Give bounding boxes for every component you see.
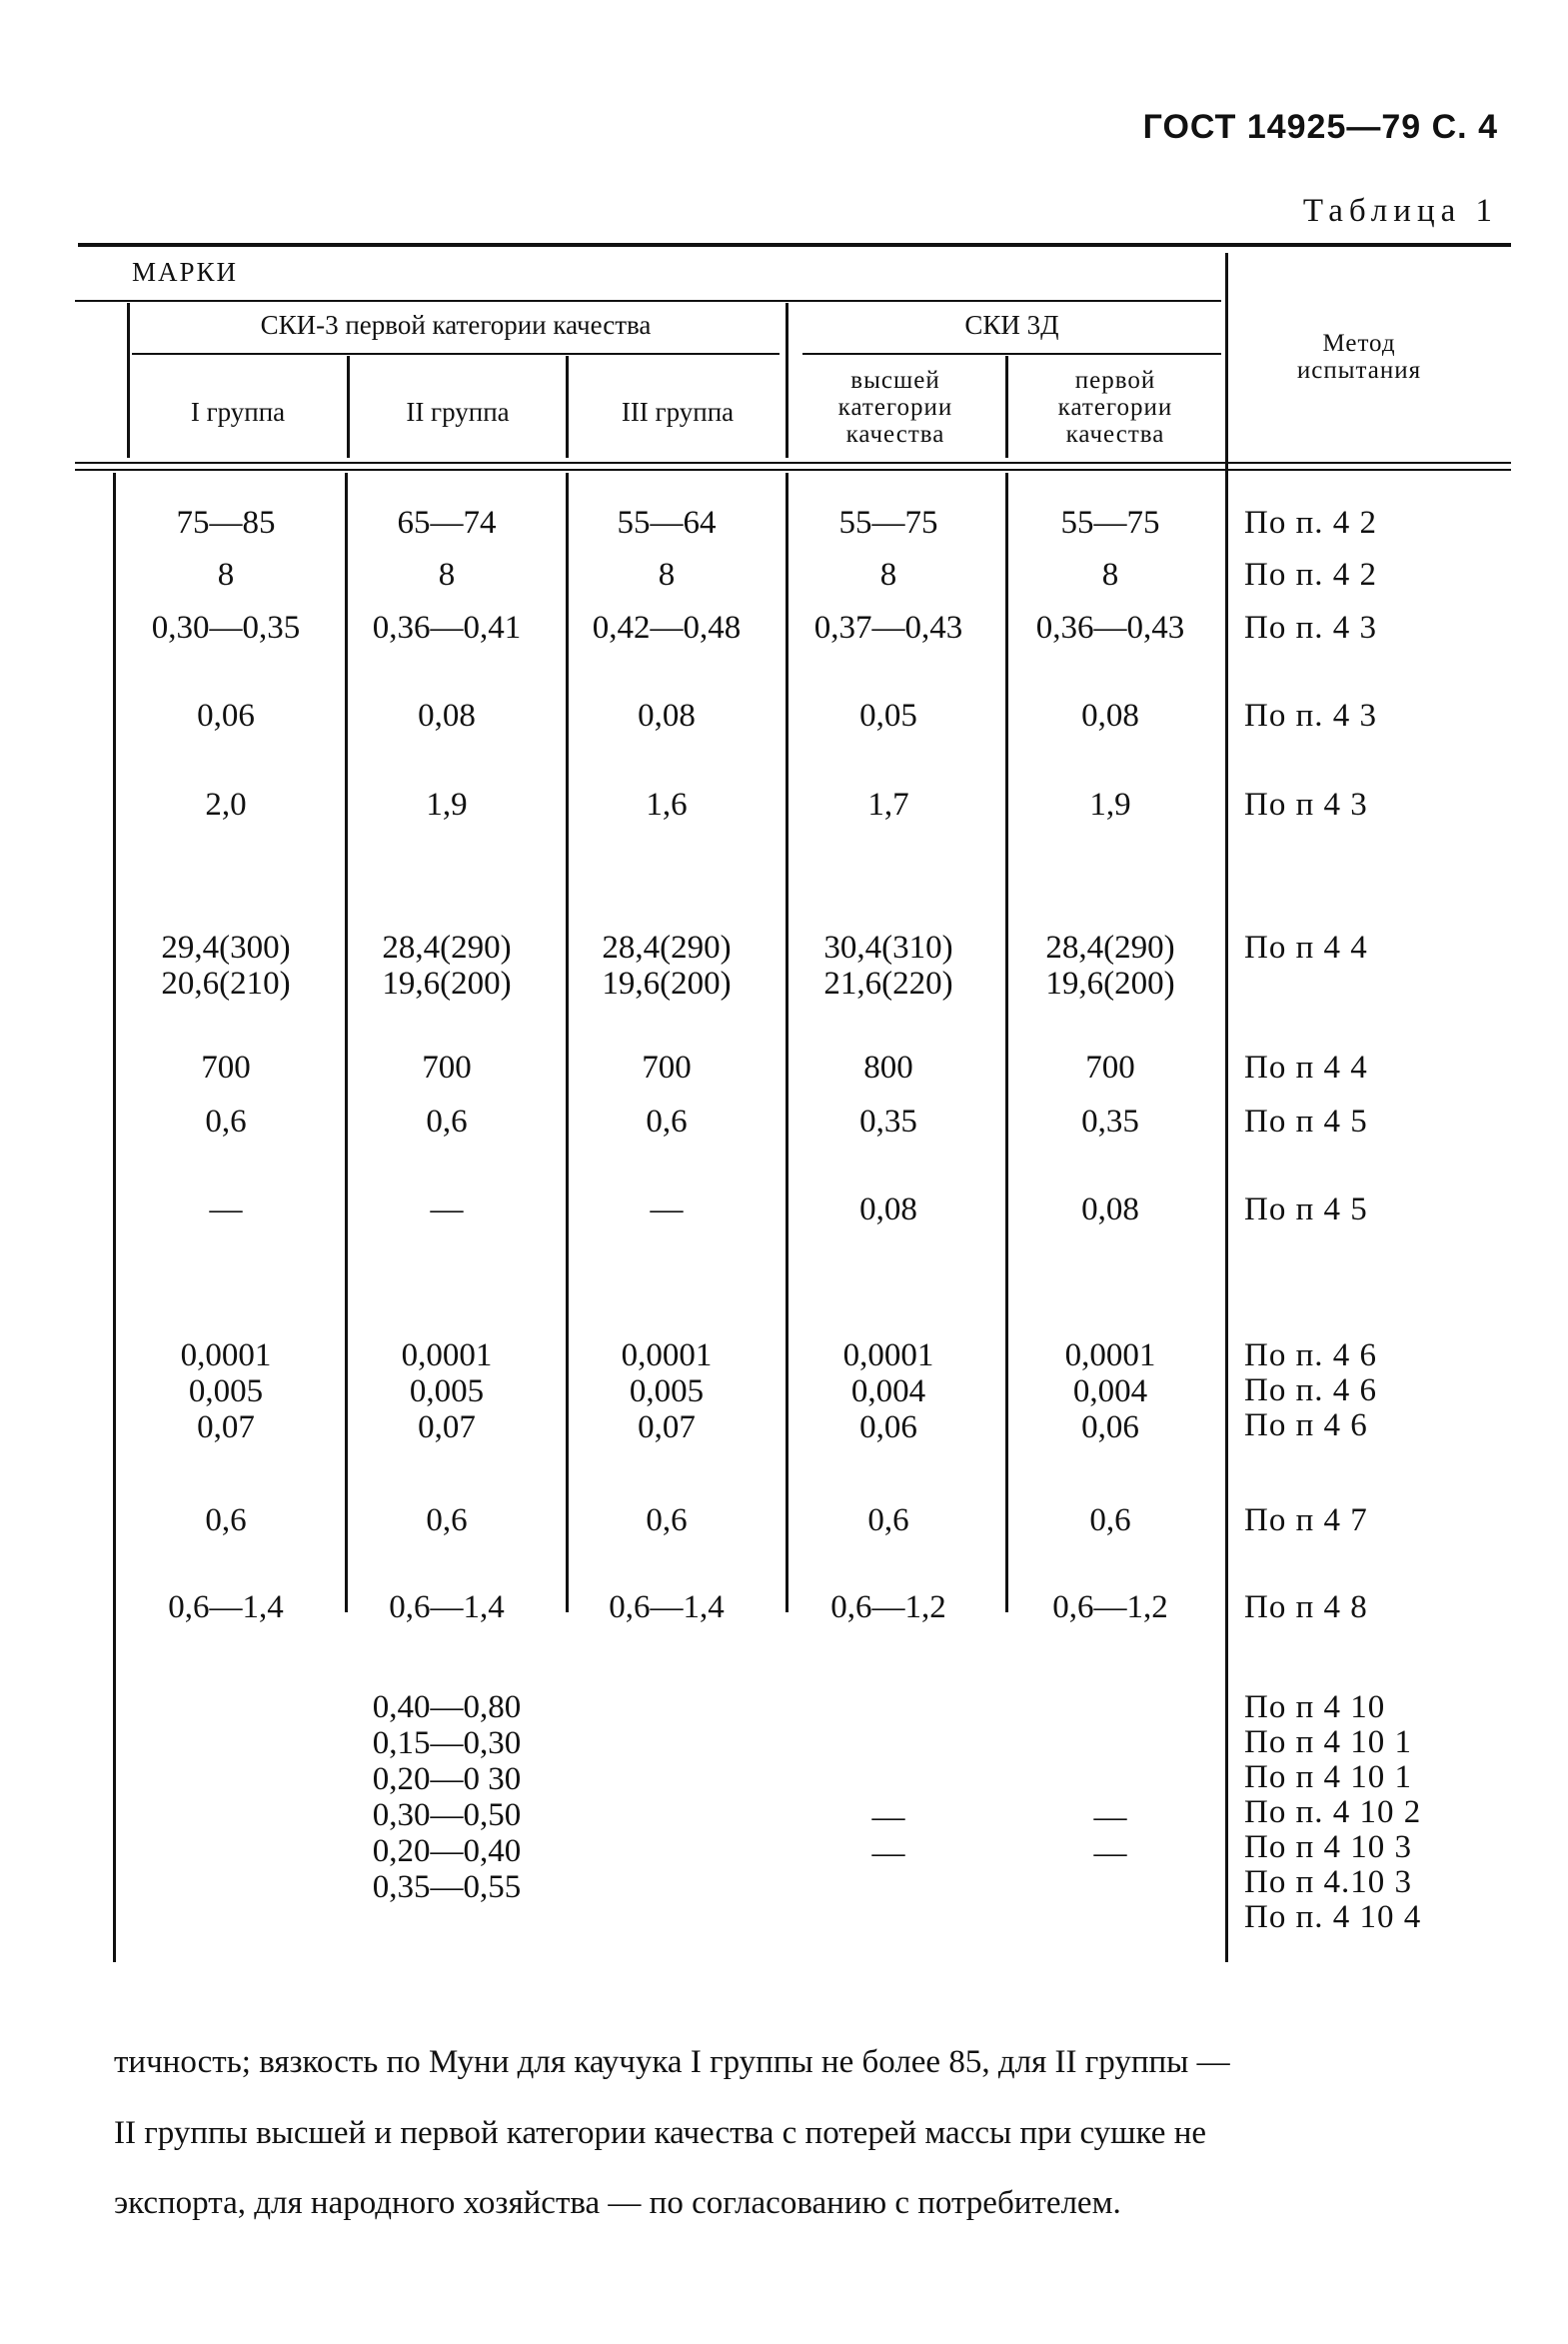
ski3-group-header: СКИ-3 первой категории качества	[260, 310, 652, 340]
method-cell: По п 4 10	[1244, 1689, 1386, 1725]
col-header-3: III группа	[621, 397, 735, 427]
table-cell: 0,6	[205, 1502, 247, 1538]
method-cell: По п 4 5	[1244, 1104, 1368, 1140]
table-cell: 0,0001	[842, 1337, 934, 1373]
method-cell: По п. 4 6	[1244, 1337, 1377, 1373]
table-cell: 0,0001	[180, 1337, 272, 1373]
ski3d-underline	[802, 353, 1221, 355]
method-cell: По п. 4 10 2	[1244, 1794, 1422, 1830]
table-cell: 0,6—1,4	[389, 1589, 505, 1625]
col-header-4: высшей категории качества	[837, 367, 953, 448]
table-cell: 0,07	[418, 1409, 476, 1445]
col-divider-1	[347, 356, 350, 458]
table-cell: —	[650, 1191, 684, 1227]
table-cell: 0,06	[1081, 1409, 1139, 1445]
table-cell: 0,30—0,50	[372, 1797, 522, 1833]
table-cell: —	[1093, 1835, 1127, 1871]
table-cell: 0,6	[205, 1104, 247, 1140]
table-cell: 0,6	[646, 1104, 688, 1140]
col-divider-3	[785, 303, 788, 458]
table-cell: 8	[438, 557, 456, 593]
table-cell: 20,6(210)	[161, 966, 291, 1002]
table-cell: 0,08	[859, 1191, 917, 1227]
table-cell: 0,6	[1089, 1502, 1131, 1538]
method-cell: По п. 4 2	[1244, 557, 1377, 593]
table-cell: 0,07	[638, 1409, 696, 1445]
table-cell: 0,6—1,2	[830, 1589, 946, 1625]
table-cell: 0,6	[426, 1502, 468, 1538]
table-cell: 0,0001	[401, 1337, 493, 1373]
method-cell: По п. 4 2	[1244, 505, 1377, 541]
table-cell: 28,4(290)	[382, 930, 512, 966]
table-cell: —	[1093, 1799, 1127, 1835]
table-cell: 21,6(220)	[823, 966, 953, 1002]
table-cell: 0,36—0,41	[372, 610, 522, 646]
table-cell: 29,4(300)	[161, 930, 291, 966]
method-cell: По п 4 10 1	[1244, 1724, 1412, 1760]
table-cell: 0,0001	[1064, 1337, 1156, 1373]
table-cell: 700	[201, 1050, 251, 1086]
table-cell: 75—85	[176, 505, 276, 541]
method-cell: По п 4 5	[1244, 1191, 1368, 1227]
col-divider-4	[1005, 356, 1008, 458]
table-cell: 0,08	[418, 698, 476, 734]
table-top-rule	[78, 243, 1511, 247]
col-header-1: I группа	[190, 397, 286, 427]
marks-header: МАРКИ	[132, 257, 239, 287]
table-cell: 0,07	[197, 1409, 255, 1445]
table-cell: 0,6	[867, 1502, 909, 1538]
table-cell: 0,20—0 30	[372, 1761, 522, 1797]
table-cell: 0,40—0,80	[372, 1689, 522, 1725]
method-cell: По п 4 4	[1244, 1050, 1368, 1086]
table-cell: 0,06	[197, 698, 255, 734]
table-cell: 1,6	[646, 787, 688, 823]
footer-line-2: II группы высшей и первой категории качества с потерей массы при сушке не	[114, 2115, 1207, 2151]
table-cell: 0,05	[859, 698, 917, 734]
left-divider-body	[113, 473, 116, 1962]
method-cell: По п 4 4	[1244, 930, 1368, 966]
table-cell: 0,6	[426, 1104, 468, 1140]
table-cell: 0,6—1,4	[609, 1589, 725, 1625]
table-cell: 0,6—1,2	[1052, 1589, 1168, 1625]
col-divider-2	[566, 356, 569, 458]
ski3-underline	[132, 353, 780, 355]
table-cell: 8	[879, 557, 897, 593]
table-cell: 0,005	[409, 1373, 485, 1409]
page-header: ГОСТ 14925—79 С. 4	[1142, 108, 1498, 146]
header-bottom-rule-2	[75, 469, 1511, 471]
table-cell: 2,0	[205, 787, 247, 823]
col-header-5: первой категории качества	[1057, 367, 1173, 448]
table-cell: 0,6	[646, 1502, 688, 1538]
table-cell: 8	[1101, 557, 1119, 593]
table-cell: 19,6(200)	[382, 966, 512, 1002]
table-cell: 55—64	[617, 505, 717, 541]
table-cell: 0,20—0,40	[372, 1833, 522, 1869]
footer-line-1: тичность; вязкость по Муни для каучука I группы не более 85, для II группы —	[114, 2044, 1230, 2080]
table-cell: 0,30—0,35	[151, 610, 301, 646]
table-cell: 30,4(310)	[823, 930, 953, 966]
method-cell: По п 4 3	[1244, 787, 1368, 823]
header-bottom-rule-1	[75, 462, 1511, 464]
table-cell: 19,6(200)	[602, 966, 732, 1002]
method-cell: По п 4 6	[1244, 1407, 1368, 1443]
table-cell: 700	[642, 1050, 692, 1086]
col-header-2: II группа	[406, 397, 510, 427]
table-cell: —	[871, 1835, 905, 1871]
table-cell: —	[430, 1191, 464, 1227]
method-cell: По п 4 10 3	[1244, 1829, 1412, 1865]
table-cell: 28,4(290)	[602, 930, 732, 966]
method-cell: По п 4 7	[1244, 1502, 1368, 1538]
table-cell: 0,004	[1072, 1373, 1148, 1409]
method-header: Метод испытания	[1296, 330, 1422, 384]
method-cell: По п. 4 3	[1244, 698, 1377, 734]
table-cell: 0,005	[629, 1373, 705, 1409]
method-cell: По п 4.10 3	[1244, 1864, 1412, 1900]
method-divider	[1225, 253, 1228, 1962]
table-cell: 0,004	[850, 1373, 926, 1409]
table-cell: 1,9	[426, 787, 468, 823]
table-cell: 0,005	[188, 1373, 264, 1409]
table-cell: 0,06	[859, 1409, 917, 1445]
method-cell: По п. 4 6	[1244, 1372, 1377, 1408]
table-cell: 1,7	[867, 787, 909, 823]
table-cell: 0,0001	[621, 1337, 713, 1373]
table-cell: 0,08	[1081, 1191, 1139, 1227]
method-cell: По п. 4 3	[1244, 610, 1377, 646]
method-cell: По п 4 10 1	[1244, 1759, 1412, 1795]
table-cell: 0,35—0,55	[372, 1869, 522, 1905]
marks-underline	[75, 300, 1221, 302]
table-cell: 8	[658, 557, 676, 593]
table-cell: 0,6—1,4	[168, 1589, 284, 1625]
table-cell: 700	[422, 1050, 472, 1086]
table-cell: —	[209, 1191, 243, 1227]
table-cell: 0,08	[1081, 698, 1139, 734]
table-cell: 0,35	[1081, 1104, 1139, 1140]
table-cell: 0,08	[638, 698, 696, 734]
table-cell: 1,9	[1089, 787, 1131, 823]
table-cell: 19,6(200)	[1045, 966, 1175, 1002]
method-cell: По п. 4 10 4	[1244, 1899, 1422, 1935]
left-divider	[127, 303, 130, 458]
ski3d-group-header: СКИ 3Д	[964, 310, 1059, 340]
footer-line-3: экспорта, для народного хозяйства — по согласованию с потребителем.	[114, 2185, 1121, 2221]
table-cell: 8	[217, 557, 235, 593]
table-cell: 65—74	[397, 505, 497, 541]
table-label: Таблица 1	[1302, 193, 1498, 229]
table-cell: 0,42—0,48	[592, 610, 742, 646]
table-cell: 0,35	[859, 1104, 917, 1140]
table-cell: —	[871, 1799, 905, 1835]
table-cell: 28,4(290)	[1045, 930, 1175, 966]
table-cell: 55—75	[838, 505, 938, 541]
table-cell: 700	[1085, 1050, 1135, 1086]
method-cell: По п 4 8	[1244, 1589, 1368, 1625]
table-cell: 800	[863, 1050, 913, 1086]
table-cell: 0,37—0,43	[813, 610, 963, 646]
table-cell: 55—75	[1060, 505, 1160, 541]
table-cell: 0,36—0,43	[1035, 610, 1185, 646]
table-cell: 0,15—0,30	[372, 1725, 522, 1761]
